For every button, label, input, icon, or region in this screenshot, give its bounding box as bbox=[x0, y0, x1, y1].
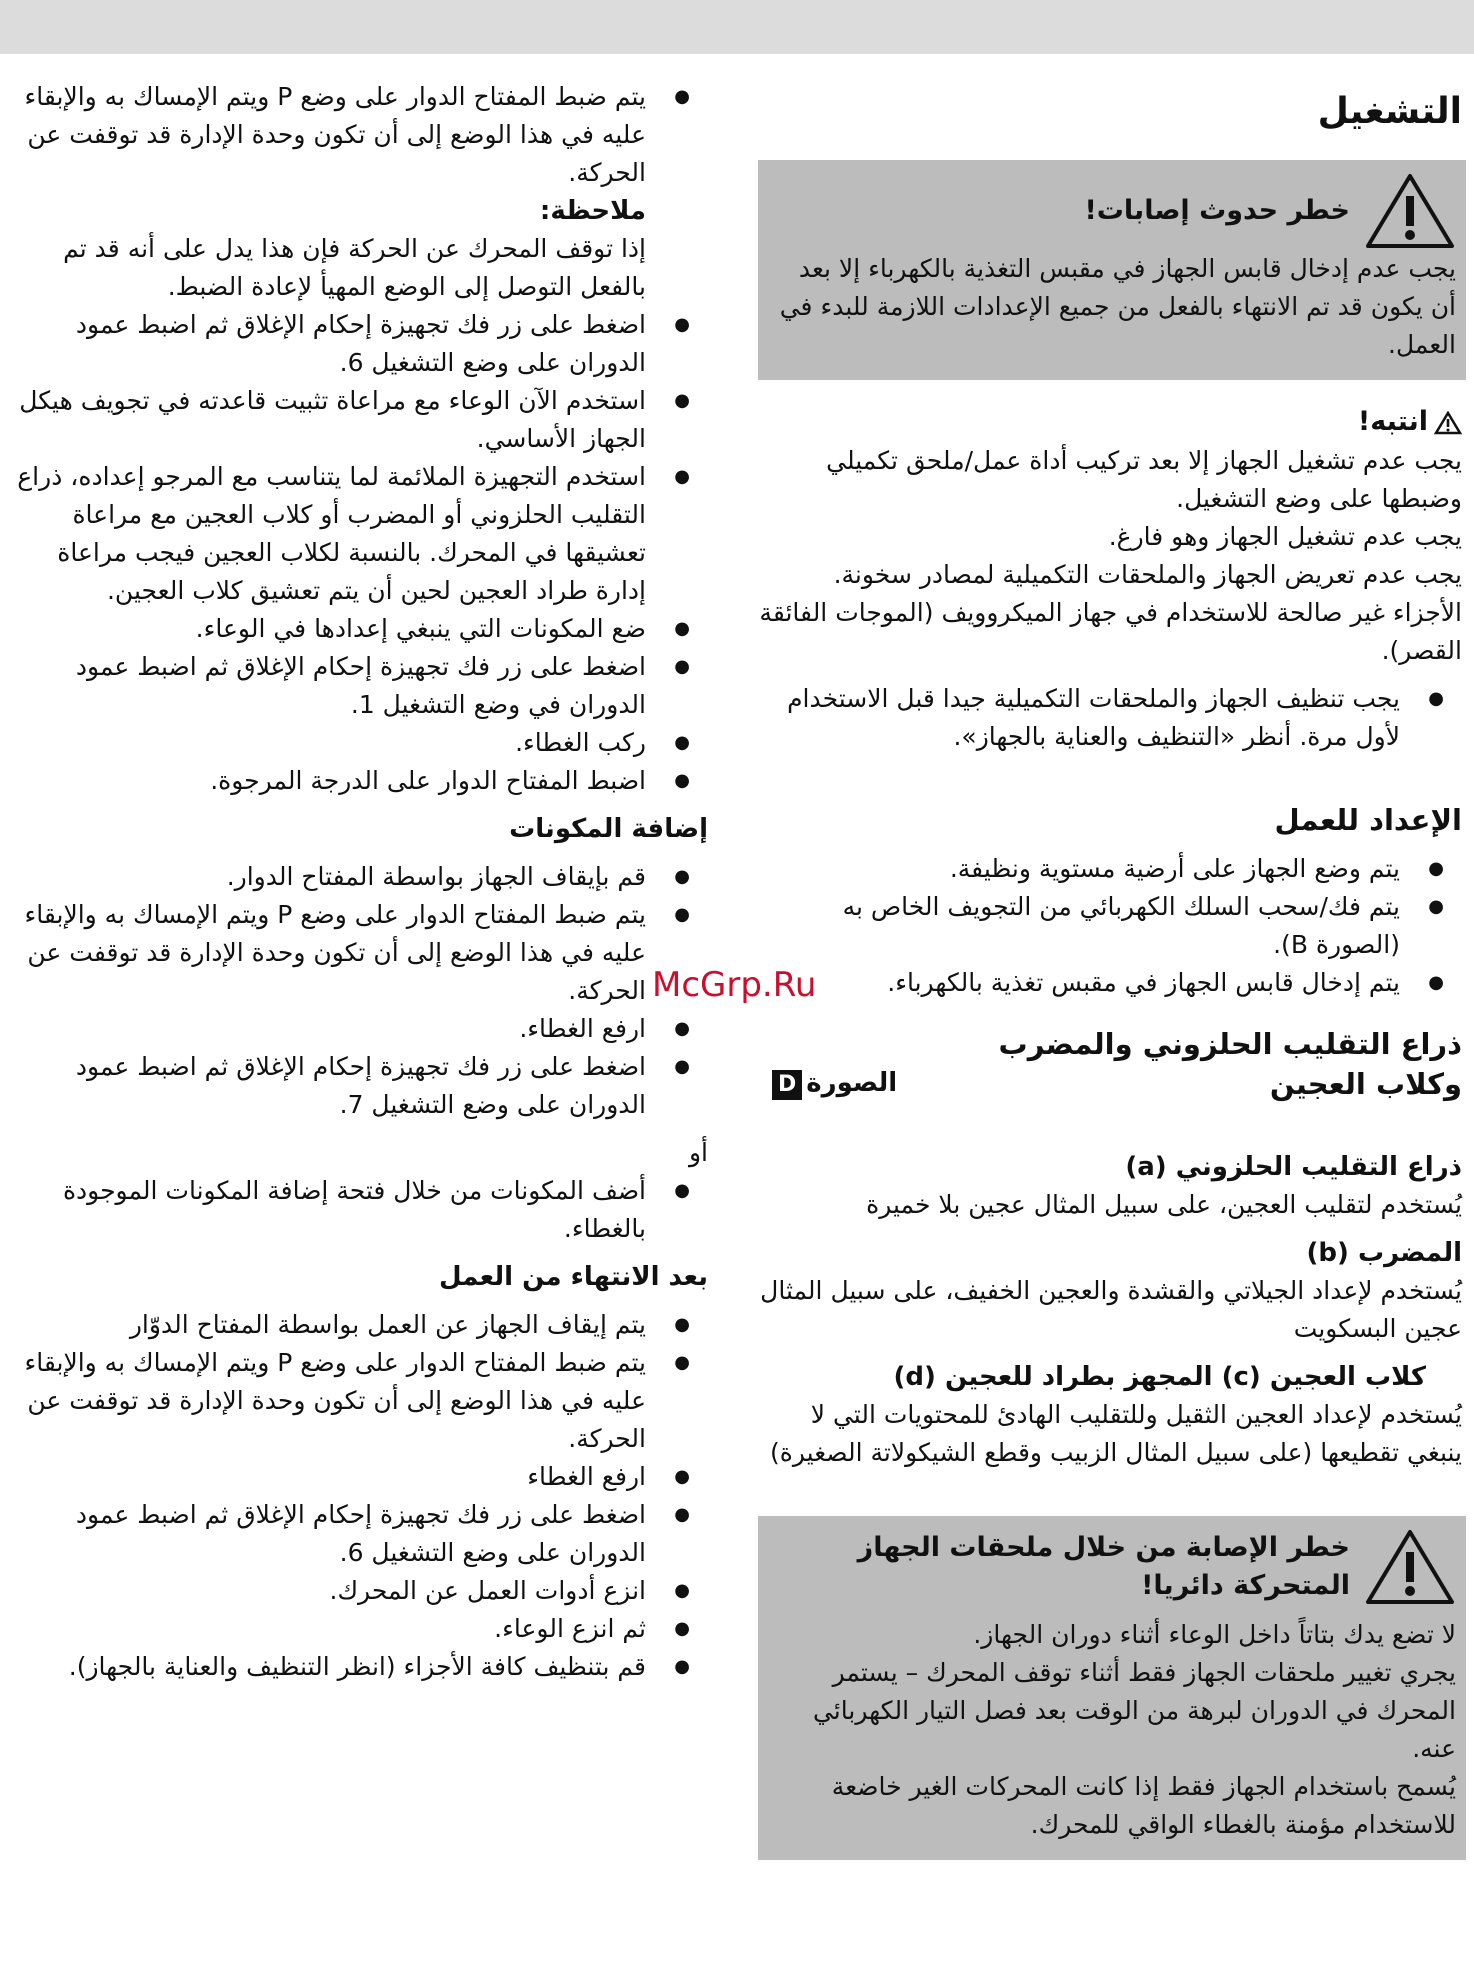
section-title-tools-1: ذراع التقليب الحلزوني والمضرب bbox=[998, 1027, 1462, 1061]
warning2-line-3: يُسمح باستخدام الجهاز فقط إذا كانت المحركات الغير خاضعة للاستخدام مؤمنة بالغطاء الواقي للمحرك. bbox=[831, 1772, 1456, 1839]
attention-line-3: يجب عدم تعريض الجهاز والملحقات التكميلية لمصادر سخونة. الأجزاء غير صالحة للاستخدام في جهاز الميكروويف (الموجات الفائقة القصر). bbox=[759, 560, 1462, 665]
warning-title: خطر حدوث إصابات! bbox=[1084, 195, 1350, 226]
tool-a-text: يُستخدم لتقليب العجين، على سبيل المثال عجين بلا خميرة bbox=[866, 1190, 1462, 1219]
tool-cd-title: كلاب العجين (c) المجهز بطراد للعجين (d) bbox=[893, 1362, 1426, 1392]
warning2-title: خطر الإصابة من خلال ملحقات الجهاز المتحركة دائريا! bbox=[857, 1532, 1350, 1601]
attention-title: انتبه! bbox=[1357, 406, 1428, 437]
warning-header bbox=[768, 172, 1456, 250]
after-bullet-1: ● يتم إيقاف الجهاز عن العمل بواسطة المفتاح الدوّار bbox=[8, 1306, 708, 1344]
setup-bullet-1: ● يتم وضع الجهاز على أرضية مستوية ونظيفة. bbox=[758, 850, 1462, 888]
attention-line-2: يجب عدم تشغيل الجهاز وهو فارغ. bbox=[1108, 522, 1462, 551]
add-bullet-3: ● ارفع الغطاء. bbox=[8, 1010, 708, 1048]
warning2-line-1: لا تضع يدك بتاتاً داخل الوعاء أثناء دوران الجهاز. bbox=[973, 1620, 1456, 1649]
section-title-tools-2: وكلاب العجين bbox=[1269, 1067, 1462, 1101]
attention-bullet: ● يجب تنظيف الجهاز والملحقات التكميلية جيدا قبل الاستخدام لأول مرة. أنظر «التنظيف والعناية بالجهاز». bbox=[758, 680, 1462, 756]
warning-triangle-icon bbox=[1364, 1528, 1456, 1606]
section-title-setup: الإعداد للعمل bbox=[1274, 803, 1462, 837]
tools-title-row bbox=[758, 1064, 1462, 1104]
attention-line-1: يجب عدم تشغيل الجهاز إلا بعد تركيب أداة عمل/ملحق تكميلي وضبطها على وضع التشغيل. bbox=[826, 446, 1462, 513]
left-bullet-1: ● اضغط على زر فك تجهيزة إحكام الإغلاق ثم اضبط عمود الدوران على وضع التشغيل 6. bbox=[8, 306, 708, 382]
setup-bullet-2: ● يتم فك/سحب السلك الكهربائي من التجويف الخاص به (الصورة B). bbox=[758, 888, 1462, 964]
left-bullet-4: ● ضع المكونات التي ينبغي إعدادها في الوعاء. bbox=[8, 610, 708, 648]
note-title: ملاحظة: bbox=[539, 196, 646, 226]
left-bullet-2: ● استخدم الآن الوعاء مع مراعاة تثبيت قاعدته في تجويف هيكل الجهاز الأساسي. bbox=[8, 382, 708, 458]
add-alt-bullet: ● أضف المكونات من خلال فتحة إضافة المكونات الموجودة بالغطاء. bbox=[8, 1172, 708, 1248]
section-title-add-ingredients: إضافة المكونات bbox=[509, 814, 708, 844]
figure-reference bbox=[768, 1064, 897, 1102]
left-bullet-top: ● يتم ضبط المفتاح الدوار على وضع P ويتم الإمساك به والإبقاء عليه في هذا الوضع إلى أن تكون وحدة الإدارة قد توقفت عن الحركة. bbox=[8, 78, 708, 192]
after-bullet-6: ● ثم انزع الوعاء. bbox=[8, 1610, 708, 1648]
right-column bbox=[758, 78, 1462, 1860]
after-bullet-4: ● اضغط على زر فك تجهيزة إحكام الإغلاق ثم اضبط عمود الدوران على وضع التشغيل 6. bbox=[8, 1496, 708, 1572]
tool-b-text: يُستخدم لإعداد الجيلاتي والقشدة والعجين الخفيف، على سبيل المثال عجين البسكويت bbox=[760, 1276, 1462, 1343]
warning2-header bbox=[768, 1528, 1456, 1606]
left-bullet-7: ● اضبط المفتاح الدوار على الدرجة المرجوة. bbox=[8, 762, 708, 800]
figure-label: الصورة bbox=[806, 1068, 898, 1098]
left-column bbox=[8, 78, 708, 1686]
left-bullet-5: ● اضغط على زر فك تجهيزة إحكام الإغلاق ثم اضبط عمود الدوران في وضع التشغيل 1. bbox=[8, 648, 708, 724]
section-title-operation: التشغيل bbox=[1317, 91, 1462, 132]
after-bullet-2: ● يتم ضبط المفتاح الدوار على وضع P ويتم الإمساك به والإبقاء عليه في هذا الوضع إلى أن تكون وحدة الإدارة قد توقفت عن الحركة. bbox=[8, 1344, 708, 1458]
add-bullet-2: ● يتم ضبط المفتاح الدوار على وضع P ويتم الإمساك به والإبقاء عليه في هذا الوضع إلى أن تكون وحدة الإدارة قد توقفت عن الحركة. bbox=[8, 896, 708, 1010]
tool-a-title: ذراع التقليب الحلزوني (a) bbox=[1125, 1152, 1462, 1182]
add-bullet-4: ● اضغط على زر فك تجهيزة إحكام الإغلاق ثم اضبط عمود الدوران على وضع التشغيل 7. bbox=[8, 1048, 708, 1124]
section-title-after-work: بعد الانتهاء من العمل bbox=[439, 1262, 708, 1292]
left-bullet-6: ● ركب الغطاء. bbox=[8, 724, 708, 762]
top-header-bar bbox=[0, 0, 1474, 54]
setup-bullet-3: ● يتم إدخال قابس الجهاز في مقبس تغذية بالكهرباء. bbox=[758, 964, 1462, 1002]
warning-triangle-icon bbox=[1364, 172, 1456, 250]
add-bullet-1: ● قم بإيقاف الجهاز بواسطة المفتاح الدوار. bbox=[8, 858, 708, 896]
tool-cd-text: يُستخدم لإعداد العجين الثقيل وللتقليب الهادئ للمحتويات التي لا ينبغي تقطيعها (على سبيل المثال الزبيب وقطع الشيكولاتة الصغيرة) bbox=[770, 1400, 1462, 1467]
left-bullet-3: ● استخدم التجهيزة الملائمة لما يتناسب مع المرجو إعداده، ذراع التقليب الحلزوني أو المضرب أو كلاب العجين مع مراعاة تعشيقها في المحرك. بالنسبة لكلاب العجين فيجب مراعاة إدارة طراد العجين لحين أن يتم تعشيق كلاب العجين. bbox=[8, 458, 708, 610]
tool-b-title: المضرب (b) bbox=[1306, 1238, 1462, 1268]
attention-heading bbox=[758, 402, 1462, 442]
warning-box-injury bbox=[758, 160, 1466, 380]
after-bullet-3: ● ارفع الغطاء bbox=[8, 1458, 708, 1496]
watermark-text: McGrp.Ru bbox=[652, 965, 817, 1005]
after-bullet-5: ● انزع أدوات العمل عن المحرك. bbox=[8, 1572, 708, 1610]
note-text: إذا توقف المحرك عن الحركة فإن هذا يدل على أنه قد تم بالفعل التوصل إلى الوضع المهيأ لإعادة الضبط. bbox=[63, 234, 646, 301]
or-word: أو bbox=[688, 1138, 708, 1167]
warning-text: يجب عدم إدخال قابس الجهاز في مقبس التغذية بالكهرباء إلا بعد أن يكون قد تم الانتهاء بالفعل من جميع الإعدادات اللازمة للبدء في العمل. bbox=[779, 254, 1456, 359]
figure-letter-box: D bbox=[772, 1070, 802, 1100]
warning-box-rotating bbox=[758, 1516, 1466, 1860]
after-bullet-7: ● قم بتنظيف كافة الأجزاء (انظر التنظيف والعناية بالجهاز). bbox=[8, 1648, 708, 1686]
warning2-line-2: يجري تغيير ملحقات الجهاز فقط أثناء توقف المحرك – يستمر المحرك في الدوران لبرهة من الوقت بعد فصل التيار الكهربائي عنه. bbox=[812, 1658, 1456, 1763]
attention-triangle-icon bbox=[1434, 411, 1462, 435]
